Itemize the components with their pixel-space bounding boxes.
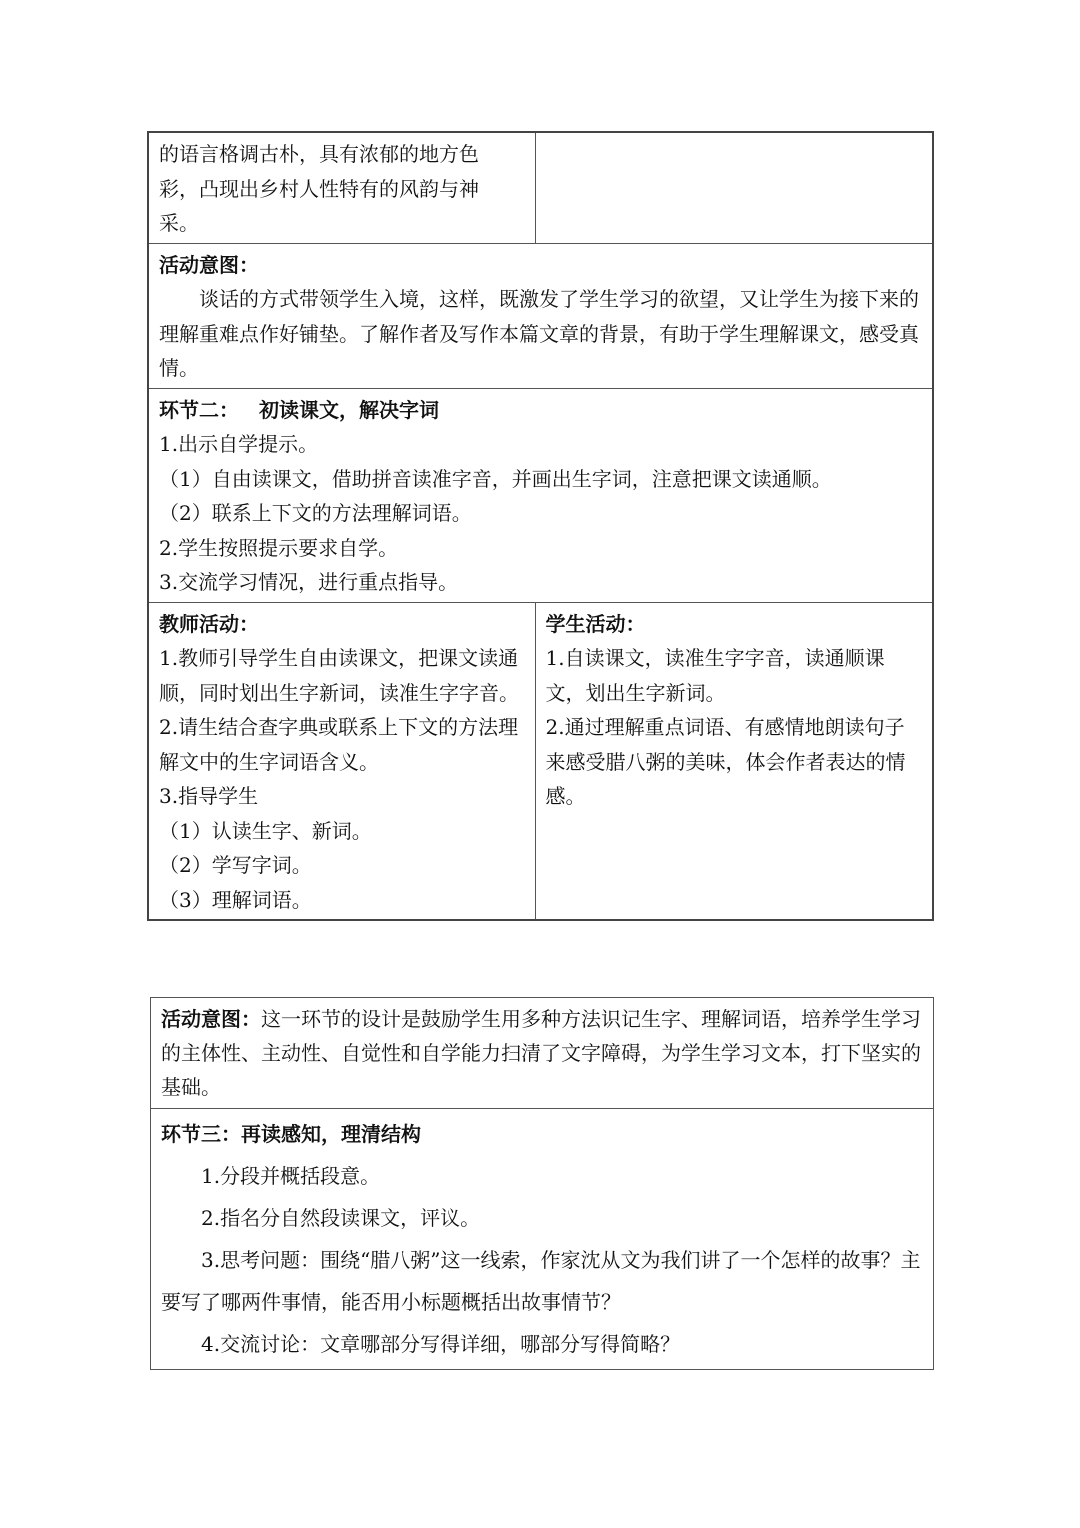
empty-cell	[535, 132, 933, 243]
line: 1.出示自学提示。	[159, 432, 319, 456]
intent-text: 谈话的方式带领学生入境，这样，既激发了学生学习的欲望，又让学生为接下来的理解重难点作好铺垫。了解作者及写作本篇文章的背景，有助于学生理解课文，感受真情。	[159, 287, 919, 380]
lesson-table-1	[147, 131, 934, 921]
intent-text: 这一环节的设计是鼓励学生用多种方法识记生字、理解词语，培养学生学习的主体性、主动性、自觉性和自学能力扫清了文字障碍，为学生学习文本，打下坚实的基础。	[161, 1007, 921, 1099]
line: 4.交流讨论：文章哪部分写得详细，哪部分写得简略？	[201, 1332, 681, 1356]
line: （2）学写字词。	[159, 853, 312, 877]
line: （1）认读生字、新词。	[159, 818, 372, 843]
line: 3.交流学习情况，进行重点指导。	[159, 570, 459, 594]
line: 2.请生结合查字典或联系上下文的方法理解文中的生字词语含义。	[159, 715, 519, 774]
line: （2）联系上下文的方法理解词语。	[159, 501, 472, 525]
student-label: 学生活动：	[545, 611, 646, 636]
stage-two-cell	[148, 388, 933, 602]
line: 2.通过理解重点词语、有感情地朗读句子来感受腊八粥的美味，体会作者表达的情感。	[545, 715, 906, 808]
intent-paragraph	[161, 1002, 923, 1104]
line: 2.学生按照提示要求自学。	[159, 535, 399, 560]
line: 1.教师引导学生自由读课文，把课文读通顺，同时划出生字新词，读准生字字音。	[159, 646, 519, 705]
lesson-table-2	[150, 997, 934, 1370]
text-cell	[148, 132, 535, 243]
table-row	[148, 388, 933, 602]
table-row	[148, 132, 933, 243]
table-row	[148, 602, 933, 920]
stage-title: 环节三：再读感知，理清结构	[161, 1122, 421, 1146]
table-row	[151, 998, 934, 1109]
teacher-activity-cell	[148, 602, 535, 920]
activity-intent-cell	[151, 998, 934, 1109]
stage-three-cell	[151, 1109, 934, 1370]
table-row	[151, 1109, 934, 1370]
stage-title	[159, 393, 922, 428]
line: 的语言格调古朴，具有浓郁的地方色	[159, 142, 479, 166]
stage-name: 初读课文，解决字词	[259, 397, 439, 422]
table-row	[148, 243, 933, 388]
line: 3.指导学生	[159, 784, 259, 808]
activity-intent-cell	[148, 243, 933, 388]
line: （1）自由读课文，借助拼音读准字音，并画出生字词，注意把课文读通顺。	[159, 466, 832, 491]
intent-label: 活动意图：	[161, 1007, 261, 1031]
intent-label: 活动意图：	[159, 252, 259, 277]
line: （3）理解词语。	[159, 887, 312, 912]
stage-number: 环节二：	[159, 397, 239, 422]
line: 彩，凸现出乡村人性特有的风韵与神	[159, 176, 479, 201]
student-activity-cell	[535, 602, 933, 920]
teacher-label: 教师活动：	[159, 611, 259, 636]
line: 1.自读课文，读准生字字音，读通顺课文，划出生字新词。	[545, 646, 885, 705]
line: 2.指名分自然段读课文，评议。	[201, 1206, 481, 1230]
line: 采。	[159, 211, 199, 235]
line: 1.分段并概括段意。	[201, 1164, 381, 1188]
line: 3.思考问题：围绕“腊八粥”这一线索，作家沈从文为我们讲了一个怎样的故事？主要写了哪两件事情，能否用小标题概括出故事情节？	[161, 1248, 921, 1314]
